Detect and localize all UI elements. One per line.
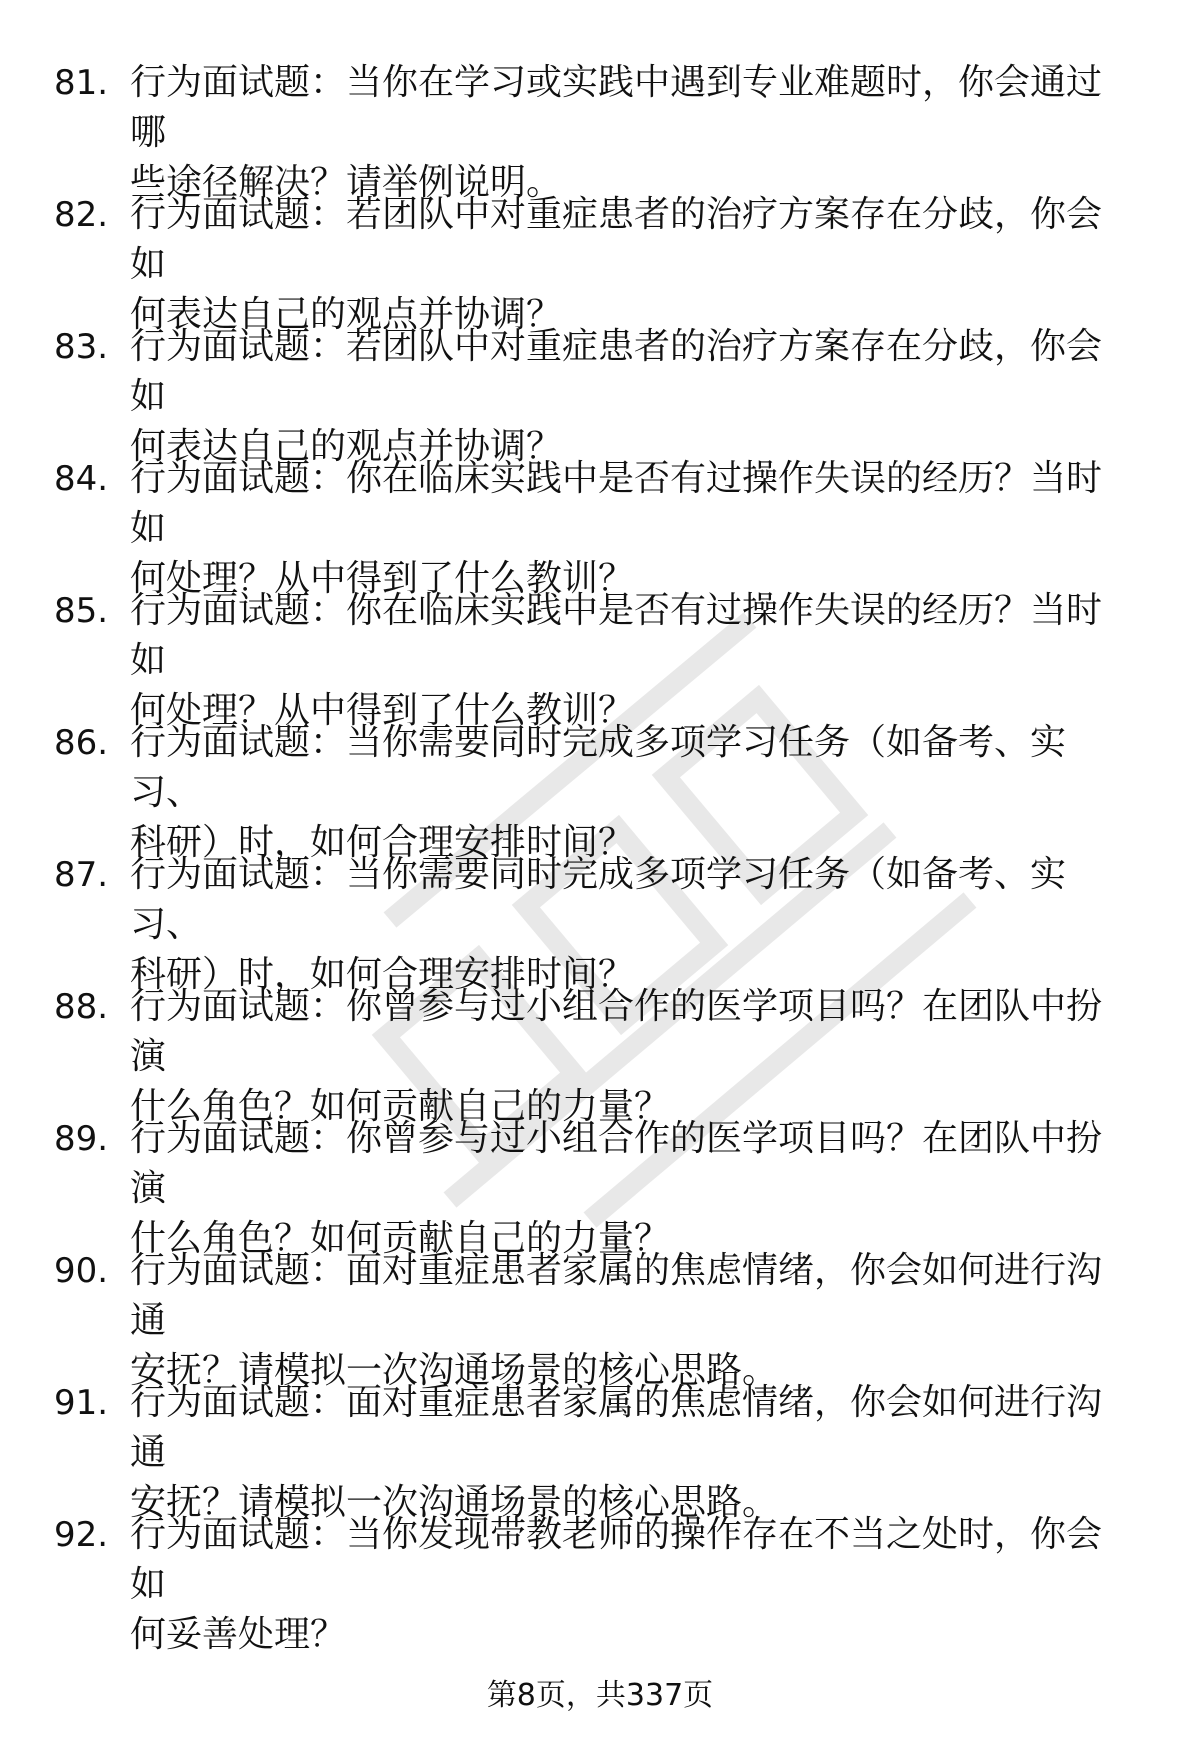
question-line: 行为面试题：你在临床实践中是否有过操作失误的经历？当时如 [130,590,1103,681]
question-line: 何妥善处理？ [130,1614,347,1655]
question-number: 88. [54,987,109,1027]
question-text [130,1378,1136,1528]
question-line: 什么角色？如何贡献自己的力量？ [130,1218,671,1259]
question-line: 行为面试题：当你发现带教老师的操作存在不当之处时，你会如 [130,1514,1103,1605]
question-item [0,58,1200,203]
question-list [0,58,1200,1655]
question-text [130,1510,1136,1660]
question-line: 行为面试题：当你需要同时完成多项学习任务（如备考、实习、 [130,854,1067,945]
question-number: 82. [54,195,109,235]
question-line: 科研）时，如何合理安排时间？ [130,954,635,995]
question-line: 行为面试题：若团队中对重症患者的治疗方案存在分歧，你会如 [130,194,1103,285]
question-item [0,982,1200,1127]
question-line: 行为面试题：当你在学习或实践中遇到专业难题时，你会通过哪 [130,62,1103,153]
question-line: 行为面试题：当你需要同时完成多项学习任务（如备考、实习、 [130,722,1067,813]
question-item [0,1378,1200,1523]
question-text [130,190,1136,340]
question-number: 89. [54,1119,109,1159]
question-number: 84. [54,459,109,499]
question-number: 87. [54,855,109,895]
question-number: 91. [54,1383,109,1423]
question-text [130,454,1136,604]
question-text [130,850,1136,1000]
page-footer [0,1676,1200,1716]
question-line: 行为面试题：面对重症患者家属的焦虑情绪，你会如何进行沟通 [130,1382,1103,1473]
question-line: 行为面试题：你在临床实践中是否有过操作失误的经历？当时如 [130,458,1103,549]
question-line: 何表达自己的观点并协调？ [130,294,563,335]
question-line: 些途径解决？请举例说明。 [130,162,563,203]
question-item [0,454,1200,599]
question-text [130,718,1136,868]
question-item [0,850,1200,995]
question-line: 行为面试题：你曾参与过小组合作的医学项目吗？在团队中扮演 [130,1118,1103,1209]
page-number-label: 第8页，共337页 [486,1678,714,1713]
question-item [0,322,1200,467]
question-text [130,1246,1136,1396]
question-number: 85. [54,591,109,631]
question-line: 行为面试题：你曾参与过小组合作的医学项目吗？在团队中扮演 [130,986,1103,1077]
question-text [130,586,1136,736]
question-item [0,1510,1200,1655]
question-line: 科研）时，如何合理安排时间？ [130,822,635,863]
question-item [0,1114,1200,1259]
question-line: 行为面试题：若团队中对重症患者的治疗方案存在分歧，你会如 [130,326,1103,417]
question-number: 90. [54,1251,109,1291]
question-item [0,718,1200,863]
question-item [0,1246,1200,1391]
question-number: 86. [54,723,109,763]
question-item [0,190,1200,335]
question-text [130,58,1136,208]
question-line: 什么角色？如何贡献自己的力量？ [130,1086,671,1127]
question-text [130,322,1136,472]
question-line: 何表达自己的观点并协调？ [130,426,563,467]
question-text [130,1114,1136,1264]
question-text [130,982,1136,1132]
question-number: 81. [54,63,109,103]
question-line: 何处理？从中得到了什么教训？ [130,690,635,731]
question-item [0,586,1200,731]
question-line: 何处理？从中得到了什么教训？ [130,558,635,599]
question-number: 83. [54,327,109,367]
question-line: 安抚？请模拟一次沟通场景的核心思路。 [130,1482,779,1523]
question-line: 安抚？请模拟一次沟通场景的核心思路。 [130,1350,779,1391]
question-number: 92. [54,1515,109,1555]
question-line: 行为面试题：面对重症患者家属的焦虑情绪，你会如何进行沟通 [130,1250,1103,1341]
